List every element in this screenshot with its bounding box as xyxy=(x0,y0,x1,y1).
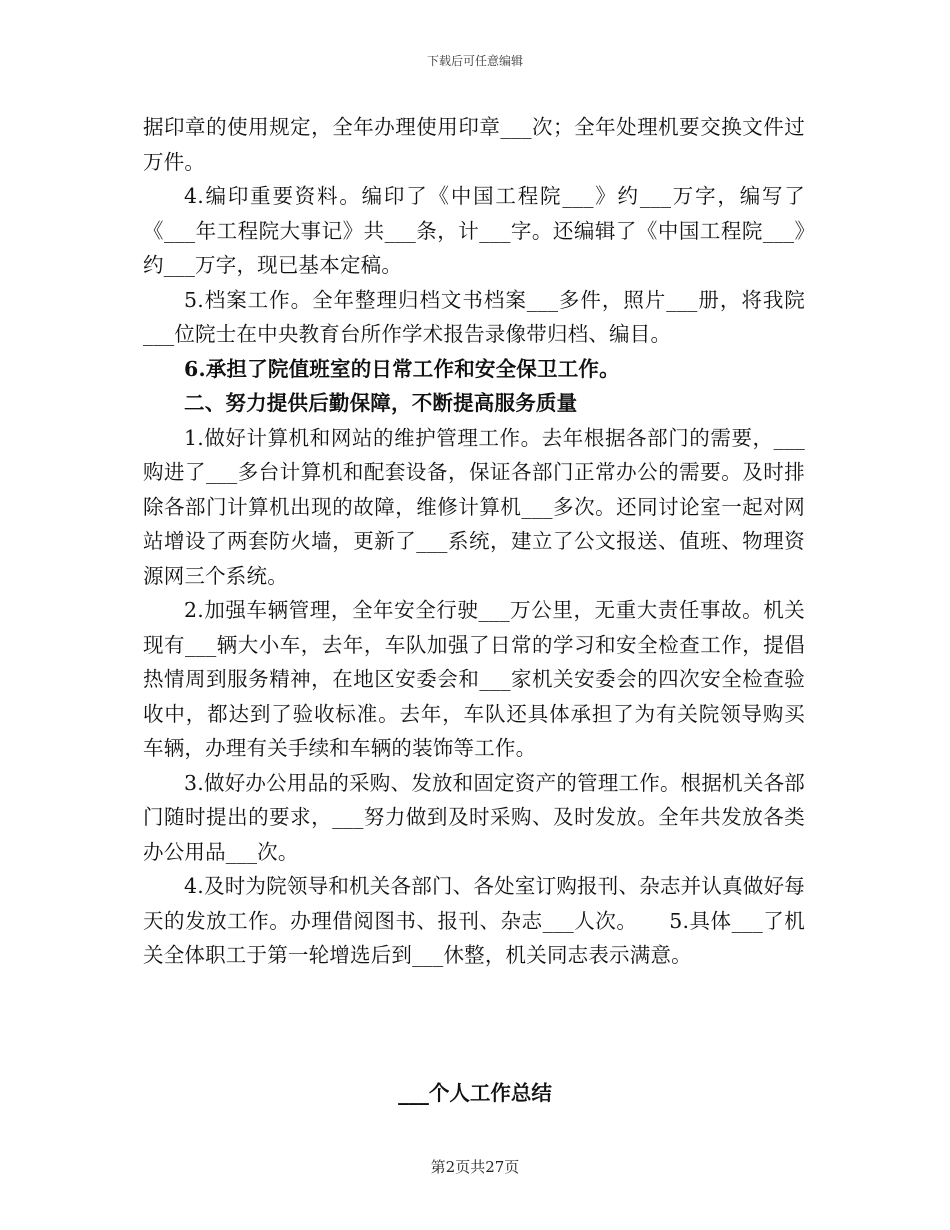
document-body xyxy=(143,110,805,973)
paragraph-periodicals: 4.及时为院领导和机关各部门、各处室订购报刊、杂志并认真做好每天的发放工作。办理借阅图书、报刊、杂志___人次。 5.具体___了机关全体职工于第一轮增选后到___休整，机关同志表示满意。 xyxy=(143,874,805,967)
paragraph-duty-office: 6.承担了院值班室的日常工作和安全保卫工作。 xyxy=(184,356,620,381)
page-header: 下载后可任意编辑 xyxy=(426,54,523,68)
page-footer: 第2页共27页 xyxy=(430,1158,520,1176)
paragraph-seal-usage: 据印章的使用规定，全年办理使用印章___次；全年处理机要交换文件过万件。 xyxy=(143,115,805,174)
paragraph-archives: 5.档案工作。全年整理归档文书档案___多件，照片___册，将我院___位院士在中央教育台所作学术报告录像带归档、编目。 xyxy=(143,287,805,346)
paragraph-office-supplies: 3.做好办公用品的采购、发放和固定资产的管理工作。根据机关各部门随时提出的要求，___努力做到及时采购、及时发放。全年共发放各类办公用品___次。 xyxy=(143,770,805,864)
paragraph-vehicles: 2.加强车辆管理，全年安全行驶___万公里，无重大责任事故。机关现有___辆大小车，去年，车队加强了日常的学习和安全检查工作，提倡热情周到服务精神，在地区安委会和___家机关安委会的四次安全检查验收中，都达到了验收标准。去年，车队还具体承担了为有关院领导购买车辆，办理有关手续和车辆的装饰等工作。 xyxy=(143,598,805,760)
section-heading-logistics: 二、努力提供后勤保障，不断提高服务质量 xyxy=(184,391,578,415)
section-title: ___个人工作总结 xyxy=(398,1081,552,1105)
paragraph-compile-materials: 4.编印重要资料。编印了《中国工程院___》约___万字，编写了《___年工程院大事记》共___条，计___字。还编辑了《中国工程院___》约___万字，现已基本定稿。 xyxy=(143,184,805,277)
paragraph-computers: 1.做好计算机和网站的维护管理工作。去年根据各部门的需要，___购进了___多台计算机和配套设备，保证各部门正常办公的需要。及时排除各部门计算机出现的故障，维修计算机___多次。还同讨论室一起对网站增设了两套防火墙，更新了___系统，建立了公文报送、值班、物理资源网三个系统。 xyxy=(143,425,805,588)
